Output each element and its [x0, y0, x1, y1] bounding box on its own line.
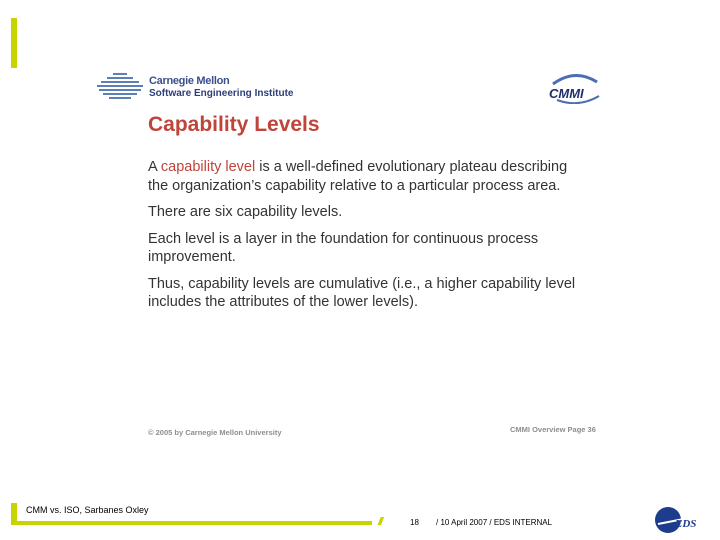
footer-date: / 10 April 2007 / EDS INTERNAL [436, 518, 553, 527]
eds-logo-icon [653, 505, 703, 535]
eds-logo-text: EDS [675, 518, 697, 530]
slide-title: Capability Levels [148, 113, 320, 136]
cumulative-paragraph: Thus, capability levels are cumulative (i.e., a higher capability level includes the attributes of the lower levels). [148, 275, 576, 310]
footer-rule [17, 521, 372, 525]
footer-title: CMM vs. ISO, Sarbanes Oxley [26, 505, 149, 515]
inner-page-label: CMMI Overview Page 36 [510, 425, 596, 434]
copyright-text: © 2005 by Carnegie Mellon University [148, 428, 282, 437]
definition-prefix: A [148, 159, 161, 175]
accent-bar-top [11, 18, 17, 68]
globe-icon [97, 72, 145, 102]
definition-rest: is a well-defined evolutionary plateau describing the organization’s capability relative to a particular process area. [148, 159, 568, 194]
slide-body [148, 158, 588, 320]
six-levels-paragraph: There are six capability levels. [148, 204, 343, 220]
page-number: 18 [410, 518, 419, 527]
cmu-sei-logo [97, 72, 312, 102]
cmmi-logo [545, 70, 605, 104]
capability-level-term: capability level [160, 159, 256, 175]
cmmi-logo-text: CMMI [549, 86, 584, 101]
cmu-name: Carnegie Mellon [149, 75, 230, 87]
definition-paragraph [148, 158, 588, 195]
cmu-institute: Software Engineering Institute [149, 88, 294, 99]
layer-paragraph: Each level is a layer in the foundation for continuous process improvement. [148, 230, 539, 265]
footer-slashes: /// [378, 516, 382, 528]
